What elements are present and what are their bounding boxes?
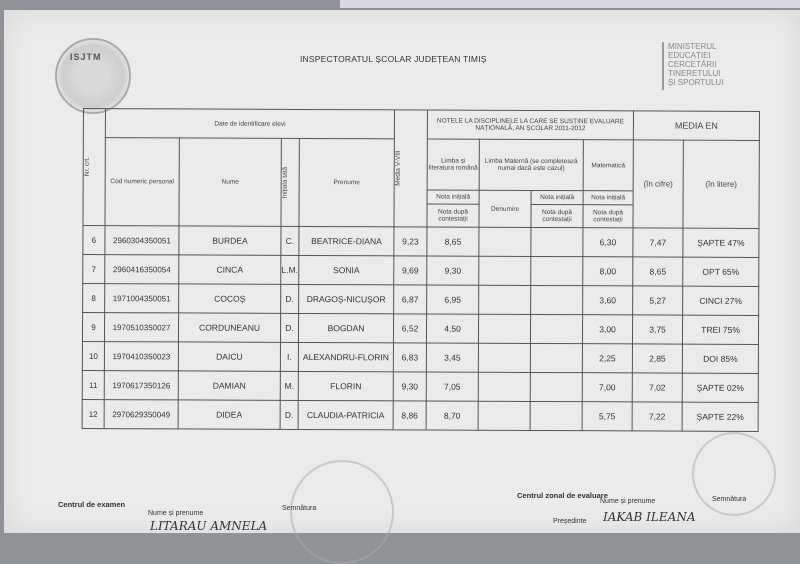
cell-cnp: 1970410350023 <box>104 342 178 371</box>
cell-cifre: 7,02 <box>632 373 682 402</box>
header-init: Inițiala tată <box>281 138 299 226</box>
cell-media: 9,23 <box>394 227 427 256</box>
cell-romana: 7,05 <box>426 372 478 401</box>
header-media-en: MEDIA EN <box>633 111 759 141</box>
ministry-bar <box>662 42 664 90</box>
table-row <box>82 399 758 431</box>
header-limba-materna: Limba Maternă (se completează numai dacă este cazul) <box>479 139 583 190</box>
cell-nr: 6 <box>83 226 105 255</box>
cell-romana: 3,45 <box>426 343 478 372</box>
table-row <box>82 370 758 402</box>
cell-media: 6,83 <box>393 343 426 372</box>
cell-litere: OPT 65% <box>683 257 759 286</box>
cell-media: 8,86 <box>393 401 426 430</box>
ministry-line: TINERETULUI <box>668 69 721 78</box>
ministry-logo <box>668 42 760 87</box>
cell-denumire <box>478 314 530 343</box>
cell-matematica: 5,75 <box>582 402 632 431</box>
cell-nume: DAMIAN <box>178 371 280 400</box>
cell-denumire <box>479 227 531 256</box>
cell-litere: ȘAPTE 02% <box>682 373 758 402</box>
cell-nume: DIDEA <box>178 400 280 429</box>
cell-media: 6,52 <box>393 314 426 343</box>
cell-cifre: 8,65 <box>633 257 683 286</box>
document-title: INSPECTORATUL ȘCOLAR JUDEȚEAN TIMIȘ <box>300 54 487 64</box>
handwritten-signature-left: LITARAU AMNELA <box>150 519 268 533</box>
cell-lm-nota <box>530 343 582 372</box>
cell-denumire <box>479 285 531 314</box>
cell-cifre: 7,47 <box>633 228 683 257</box>
cell-init: M. <box>280 371 298 400</box>
cell-media: 6,87 <box>394 285 427 314</box>
background-strip <box>340 0 800 8</box>
cell-cifre: 7,22 <box>632 402 682 431</box>
cell-denumire <box>478 343 530 372</box>
cell-matematica: 7,00 <box>582 373 632 402</box>
header-litere: (în litere) <box>683 140 759 228</box>
logo-text: ISJTM <box>70 52 102 62</box>
ministry-line: MINISTERUL <box>668 42 717 51</box>
cell-cnp: 2960416350054 <box>105 255 179 284</box>
stamp-left <box>290 460 394 564</box>
cell-romana: 4,50 <box>426 314 478 343</box>
header-ro-nota-dupa: Nota după contestații <box>427 204 479 227</box>
cell-matematica: 2,25 <box>582 344 632 373</box>
footer-left-name-label: Nume și prenume <box>148 510 204 517</box>
header-mat-nota-dupa: Nota după contestații <box>583 205 633 228</box>
isjtm-logo <box>55 38 131 114</box>
cell-matematica: 3,60 <box>583 286 633 315</box>
cell-nr: 11 <box>82 370 104 399</box>
cell-lm-nota <box>530 372 582 401</box>
cell-litere: ȘAPTE 22% <box>682 402 758 431</box>
header-nr: Nr. crt. <box>83 109 106 226</box>
cell-media: 9,30 <box>393 372 426 401</box>
header-limba-romana: Limba și literatura română <box>427 139 479 190</box>
cell-romana: 6,95 <box>427 285 479 314</box>
cell-cnp: 1970510350027 <box>104 313 178 342</box>
cell-cnp: 1971004350051 <box>105 284 179 313</box>
table-row <box>83 284 759 316</box>
ministry-line: ȘI SPORTULUI <box>668 78 724 87</box>
cell-nume: CORDUNEANU <box>178 313 280 342</box>
table-row <box>82 313 758 345</box>
cell-cnp: 2960304350051 <box>105 226 179 255</box>
cell-litere: ȘAPTE 47% <box>683 228 759 257</box>
cell-denumire <box>478 401 530 430</box>
cell-prenume: CLAUDIA-PATRICIA <box>298 400 393 429</box>
cell-lm-nota <box>531 227 583 256</box>
footer-right-title: Centrul zonal de evaluare <box>517 491 608 500</box>
cell-media: 9,69 <box>394 256 427 285</box>
cell-init: I. <box>280 342 298 371</box>
footer-president-label: Președinte <box>553 518 587 525</box>
cell-prenume: DRAGOȘ-NICUȘOR <box>299 284 394 313</box>
cell-init: L.M. <box>281 255 299 284</box>
cell-romana: 8,65 <box>427 227 479 256</box>
cell-nr: 12 <box>82 399 104 428</box>
ministry-line: EDUCAȚIEI <box>668 51 711 60</box>
cell-cnp: 1970617350126 <box>104 371 178 400</box>
cell-nr: 9 <box>82 313 104 342</box>
cell-matematica: 3,00 <box>582 315 632 344</box>
header-denumire: Denumire <box>479 190 531 227</box>
cell-litere: TREI 75% <box>682 315 758 344</box>
cell-nr: 7 <box>83 255 105 284</box>
cell-init: C. <box>281 226 299 255</box>
handwritten-signature-right: IAKAB ILEANA <box>603 510 696 524</box>
cell-matematica: 8,00 <box>583 257 633 286</box>
footer-left-signature-label: Semnătura <box>282 505 317 512</box>
cell-prenume: SONIA <box>299 255 394 284</box>
cell-cnp: 2970629350049 <box>104 400 178 429</box>
cell-init: D. <box>280 400 298 429</box>
cell-denumire <box>478 372 530 401</box>
cell-nume: COCOȘ <box>179 284 281 313</box>
header-cnp: Cod numeric personal <box>105 138 179 226</box>
cell-litere: DOI 85% <box>682 344 758 373</box>
cell-cifre: 2,85 <box>632 344 682 373</box>
cell-prenume: BEATRICE-DIANA <box>299 226 394 255</box>
header-prenume: Prenume <box>299 138 394 226</box>
cell-cifre: 5,27 <box>633 286 683 315</box>
header-nume: Nume <box>179 138 281 226</box>
cell-lm-nota <box>530 314 582 343</box>
header-mat-nota-initiala: Nota inițială <box>583 191 633 205</box>
footer-right-name-label: Nume și prenume <box>600 498 656 505</box>
table-row <box>83 255 759 287</box>
cell-romana: 8,70 <box>426 401 478 430</box>
header-notele: NOTELE LA DISCIPLINELE LA CARE SE SUSȚINE EVALUARE NAȚIONALĂ, AN ȘCOLAR 2011-2012 <box>427 110 633 140</box>
cell-lm-nota <box>530 401 582 430</box>
footer-left-title: Centrul de examen <box>58 500 126 509</box>
table-row <box>82 341 758 373</box>
header-cifre: (în cifre) <box>633 140 683 228</box>
footer-right-signature-label: Semnătura <box>712 496 747 503</box>
cell-nr: 10 <box>82 341 104 370</box>
cell-nr: 8 <box>83 284 105 313</box>
cell-lm-nota <box>531 256 583 285</box>
table-row <box>83 226 759 258</box>
ministry-line: CERCETĂRII <box>668 60 717 69</box>
cell-nume: BURDEA <box>179 226 281 255</box>
header-lm-nota-dupa: Nota după contestații <box>531 204 583 227</box>
cell-denumire <box>479 256 531 285</box>
stamp-right <box>692 432 776 516</box>
cell-lm-nota <box>531 285 583 314</box>
cell-litere: CINCI 27% <box>683 286 759 315</box>
cell-prenume: FLORIN <box>298 371 393 400</box>
cell-nume: CINCA <box>179 255 281 284</box>
header-identification: Date de identificare elevi <box>105 109 394 139</box>
results-table <box>82 108 760 432</box>
cell-prenume: ALEXANDRU-FLORIN <box>298 342 393 371</box>
cell-romana: 9,30 <box>427 256 479 285</box>
cell-init: D. <box>280 313 298 342</box>
header-ro-nota-initiala: Nota inițială <box>427 190 479 204</box>
header-matematica: Matematică <box>583 140 633 191</box>
cell-prenume: BOGDAN <box>298 313 393 342</box>
cell-matematica: 6,30 <box>583 228 633 257</box>
cell-cifre: 3,75 <box>632 315 682 344</box>
cell-nume: DAICU <box>178 342 280 371</box>
cell-init: D. <box>281 284 299 313</box>
header-media: Media V-VIII <box>394 110 428 227</box>
header-lm-nota-initiala: Nota inițială <box>531 190 583 204</box>
